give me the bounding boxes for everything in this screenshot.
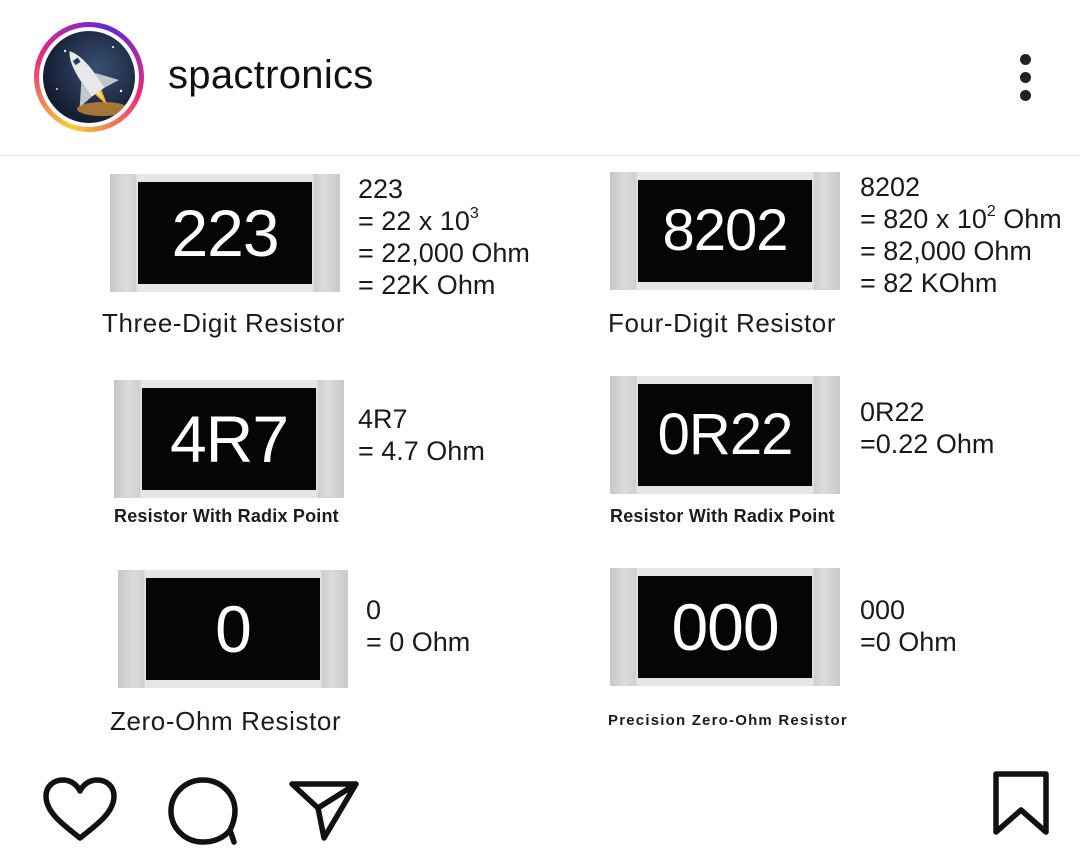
resistor-code: 000 xyxy=(638,576,812,678)
resistor-code: 4R7 xyxy=(142,388,316,490)
resistor-code: 0R22 xyxy=(638,384,812,486)
resistor-spec: 8202 = 820 x $10^2$ Ohm = 82,000 Ohm = 82 KOhm xyxy=(860,172,1062,298)
space-shuttle-icon xyxy=(43,31,135,123)
resistor-code: 0 xyxy=(146,578,320,680)
resistor-caption: Resistor With Radix Point xyxy=(114,506,339,526)
resistor-chip xyxy=(610,376,840,494)
resistor-spec: 000 =0 Ohm xyxy=(860,595,957,657)
paper-plane-icon[interactable] xyxy=(288,778,360,847)
resistor-chip xyxy=(114,380,344,498)
resistor-caption: Zero-Ohm Resistor xyxy=(110,706,342,736)
comment-bubble-icon[interactable] xyxy=(166,776,240,851)
resistor-chip xyxy=(118,570,348,688)
more-vertical-icon[interactable] xyxy=(1008,50,1044,106)
avatar[interactable] xyxy=(34,22,144,132)
resistor-code: 8202 xyxy=(638,180,812,282)
bookmark-icon[interactable] xyxy=(992,770,1050,841)
resistor-spec: 0 = 0 Ohm xyxy=(366,595,471,657)
resistor-chip xyxy=(610,172,840,290)
resistor-chip xyxy=(610,568,840,686)
resistor-caption: Three-Digit Resistor xyxy=(102,308,346,338)
username[interactable]: spactronics xyxy=(168,53,374,97)
post-image xyxy=(0,156,1080,756)
heart-icon[interactable] xyxy=(42,776,118,847)
resistor-caption: Precision Zero-Ohm Resistor xyxy=(608,712,848,729)
resistor-spec: 0R22 =0.22 Ohm xyxy=(860,397,995,459)
resistor-spec: 4R7 = 4.7 Ohm xyxy=(358,404,485,466)
resistor-spec: 223 = 22 x $10^3$ = 22,000 Ohm = 22K Ohm xyxy=(358,174,530,300)
post-header xyxy=(0,0,1080,156)
resistor-caption: Four-Digit Resistor xyxy=(608,308,837,338)
resistor-chip xyxy=(110,174,340,292)
resistor-code: 223 xyxy=(138,182,312,284)
resistor-caption: Resistor With Radix Point xyxy=(610,506,835,526)
